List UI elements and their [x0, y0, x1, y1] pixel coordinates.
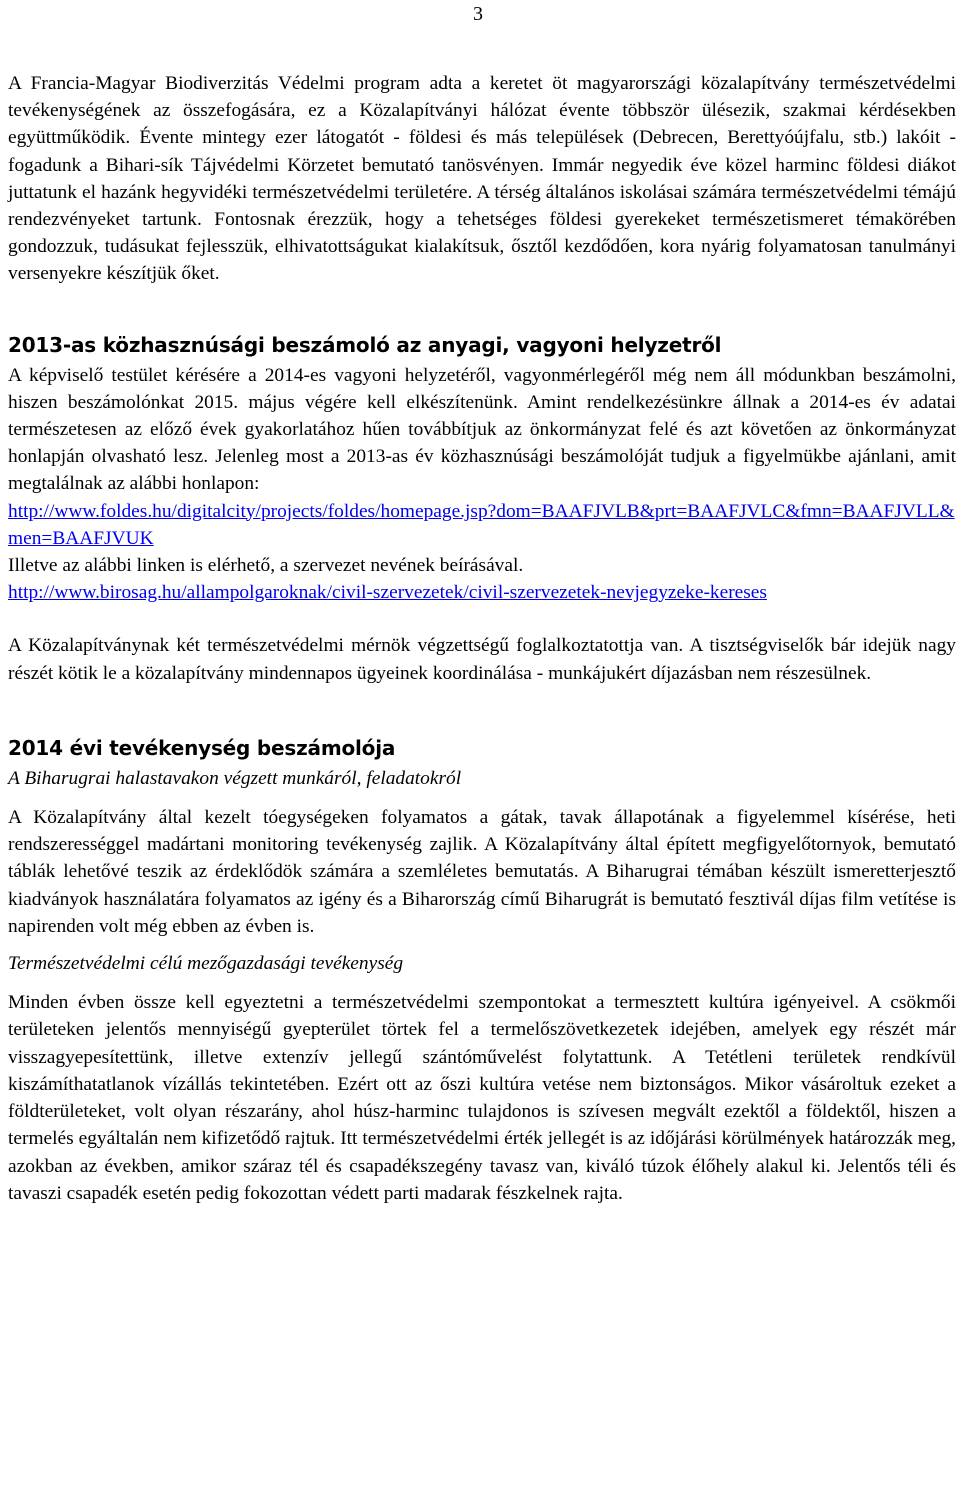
financial-paragraph: A képviselő testület kérésére a 2014-es vagyoni helyzetéről, vagyonmérlegéről még nem áll módunkban beszámolni, hiszen beszámolónkat 2015. május végére kell elkészítenünk. Amint rendelkezésünkre állnak a 2014-es év adatai természetesen az előző évek gyakorlatához hűen továbbítjuk az önkormányzat felé és azt követően az önkormányzat honlapján olvasható lesz. Jelenleg most a 2013-as év közhasznúsági beszámolóját tudjuk a figyelmükbe ajánlani, amit megtalálnak az alábbi honlapon:: [8, 364, 956, 495]
biharugra-paragraph: A Közalapítvány által kezelt tóegységeken folyamatos a gátak, tavak állapotának a figyelemmel kísérése, heti rendszerességgel madártani monitoring tevékenység zajlik. A Közalapítvány által épített megfigyelőtornyok, bemutató táblák lehetővé teszik az érdeklődök számára a szemléletes bemutatás. A Biharugrai témában készült ismeretterjesztő kiadványok használatára folyamatos az igény és a Biharország című Biharugrát is bemutató fesztivál díjas film vetítése is napirenden volt még ebben az évben is.: [8, 807, 956, 937]
foldes-link[interactable]: http://www.foldes.hu/digitalcity/projects/foldes/homepage.jsp?dom=BAAFJVLB&prt=BAAFJVLC&fmn=BAAFJVLL&men=BAAFJVUK: [8, 500, 955, 549]
birosag-link[interactable]: http://www.birosag.hu/allampolgaroknak/civil-szervezetek/civil-szervezetek-nevjegyzeke-kereses: [8, 582, 767, 604]
agriculture-paragraph: Minden évben össze kell egyeztetni a természetvédelmi szempontokat a termesztett kultúra igényeivel. A csökmői területeken jelentős mennyiségű gyepterület törtek fel a termelőszövetkezetek idejében, amelyek egy részét már visszagyepesítettünk, illetve extenzív jellegű szántóművelést folytattunk. A Tetétleni területek rendkívül kiszámíthatatlanok vízállás tekintetében. Ezért ott az őszi kultúra vetése nem biztonságos. Mikor vásároltuk ezeket a földterületeket, volt olyan részarány, ahol húsz-harminc tulajdonos is szívesen megvált ezektől a földektől, hiszen a termelés egyáltalán nem kifizetődő rajtuk. Itt természetvédelmi érték jellegét is az időjárási körülmények határozzák meg, azokban az években, amikor száraz tél és csapadékszegény tavasz van, kiváló túzok élőhely alakul ki. Jelentős téli és tavaszi csapadék esetén pedig fokozottan védett parti madarak fészkelnek rajta.: [8, 992, 956, 1204]
intro-paragraph: A Francia-Magyar Biodiverzitás Védelmi program adta a keretet öt magyarországi közalapítvány természetvédelmi tevékenységének az összefogására, ez a Közalapítványi hálózat évente többször ülésezik, szakmai kérdésekben együttműködik. Évente mintegy ezer látogatót - földesi és más települések (Debrecen, Berettyóújfalu, stb.) lakóit - fogadunk a Bihari-sík Tájvédelmi Körzetet bemutató tanösvényen. Immár negyedik éve közel harminc földesi diákot juttatunk el hazánk hegyvidéki természetvédelmi területére. A térség általános iskolásai számára természetvédelmi témájú rendezvényeket tartunk. Fontosnak érezzük, hogy a tehetséges földesi gyerekeket természetismeret témakörében gondozzuk, tudásukat fejlesszük, elhivatottságukat kialakítsuk, ősztől kezdődően, kora nyárig folyamatosan tanulmányi versenyekre készítjük őket.: [8, 73, 956, 285]
staff-paragraph: A Közalapítványnak két természetvédelmi mérnök végzettségű foglalkoztatottja van. A tisztségviselők bár idejük nagy részét kötik le a közalapítvány mindennapos ügyeinek koordinálása - munkájukért díjazásban nem részesülnek.: [8, 635, 956, 684]
subheading-biharugra: A Biharugrai halastavakon végzett munkáról, feladatokról: [8, 767, 462, 789]
section-heading-activity: 2014 évi tevékenység beszámolója: [8, 735, 396, 760]
section-heading-financial: 2013-as közhasznúsági beszámoló az anyagi, vagyoni helyzetről: [8, 332, 722, 357]
subheading-agriculture: Természetvédelmi célú mezőgazdasági tevékenység: [8, 953, 404, 975]
page-number: 3: [473, 3, 483, 25]
page-content: [8, 70, 956, 1207]
link-intro-text: Illetve az alábbi linken is elérhető, a szervezet nevének beírásával.: [8, 555, 524, 577]
